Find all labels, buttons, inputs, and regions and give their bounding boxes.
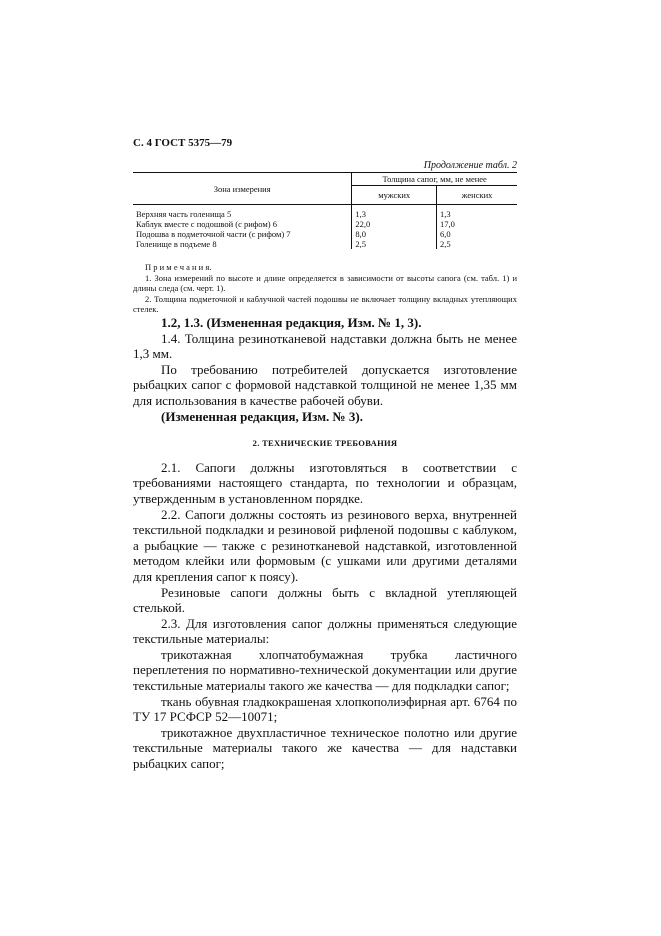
para-material-1: трикотажная хлопчатобумажная трубка ластичного переплетения по нормативно-технической документации или другие текстильные материалы такого же качества — для подкладки сапог; (133, 646, 517, 694)
thickness-table (133, 172, 517, 249)
cell-zone: Каблук вместе с подошвой (с рифом) 6 (136, 218, 277, 229)
para-request: По требованию потребителей допускается изготовление рыбацких сапог с формовой надставкой толщиной не менее 1,35 мм для использования в качестве рабочей обуви. (133, 361, 517, 408)
para-2-1: 2.1. Сапоги должны изготовляться в соответствии с требованиями настоящего стандарта, по технологии и образцам, утвержденным в установленном порядке. (133, 459, 517, 506)
para-2-2: 2.2. Сапоги должны состоять из резинового верха, внутренней текстильной подкладки и резиновой рифленой подошвы с каблуком, а рыбацкие — также с резинотканевой надставкой, изготовленной методом клейки или формовым (с ушками или другими деталями для крепления сапог к поясу). (133, 506, 517, 584)
cell-women: 6,0 (437, 229, 517, 239)
amendment-1: 1.2, 1.3. (Измененная редакция, Изм. № 1, 3). (161, 315, 422, 330)
page-header: С. 4 ГОСТ 5375—79 (133, 137, 233, 149)
body-text (133, 315, 517, 772)
cell-women: 17,0 (437, 219, 517, 229)
table-continuation-label: Продолжение табл. 2 (423, 160, 517, 171)
table-row (133, 219, 517, 229)
col-group: Толщина сапог, мм, не менее (352, 173, 517, 186)
note-2: 2. Толщина подметочной и каблучной частей подошвы не включает толщину вкладных утепляющих стелек. (133, 293, 517, 314)
cell-zone: Подошва в подметочной части (с рифом) 7 (136, 228, 291, 239)
amendment-2: (Измененная редакция, Изм. № 3). (161, 408, 363, 424)
para-material-2: ткань обувная гладкокрашеная хлопкополиэфирная арт. 6764 по ТУ 17 РСФСР 52—10071; (133, 693, 517, 725)
notes-title: П р и м е ч а н и я. (145, 262, 212, 272)
para-insole: Резиновые сапоги должны быть с вкладной утепляющей стелькой. (133, 584, 517, 616)
cell-zone: Голенище в подъеме 8 (136, 238, 217, 249)
notes (133, 262, 517, 315)
table-row (133, 229, 517, 239)
note-1: 1. Зона измерений по высоте и длине определяется в зависимости от высоты сапога (см. табл. 1) и длины следа (см. черт. 1). (133, 272, 517, 293)
cell-zone: Верхняя часть голенища 5 (136, 208, 232, 219)
cell-men: 22,0 (352, 219, 437, 229)
cell-men: 2,5 (352, 239, 437, 249)
para-2-3: 2.3. Для изготовления сапог должны применяться следующие текстильные материалы: (133, 615, 517, 647)
col-men: мужских (352, 186, 437, 205)
para-material-3: трикотажное двухпластичное техническое полотно или другие текстильные материалы такого же качества — для надставки рыбацких сапог; (133, 724, 517, 772)
table-row (133, 239, 517, 249)
table-row (133, 209, 517, 219)
col-women: женских (437, 186, 517, 205)
cell-women: 2,5 (437, 239, 517, 249)
cell-men: 1,3 (352, 209, 437, 219)
section-heading: 2. ТЕХНИЧЕСКИЕ ТРЕБОВАНИЯ (252, 438, 398, 449)
cell-men: 8,0 (352, 229, 437, 239)
para-1-4: 1.4. Толщина резинотканевой надставки должна быть не менее 1,3 мм. (133, 330, 517, 362)
col-zone: Зона измерения (133, 173, 352, 205)
cell-women: 1,3 (437, 209, 517, 219)
